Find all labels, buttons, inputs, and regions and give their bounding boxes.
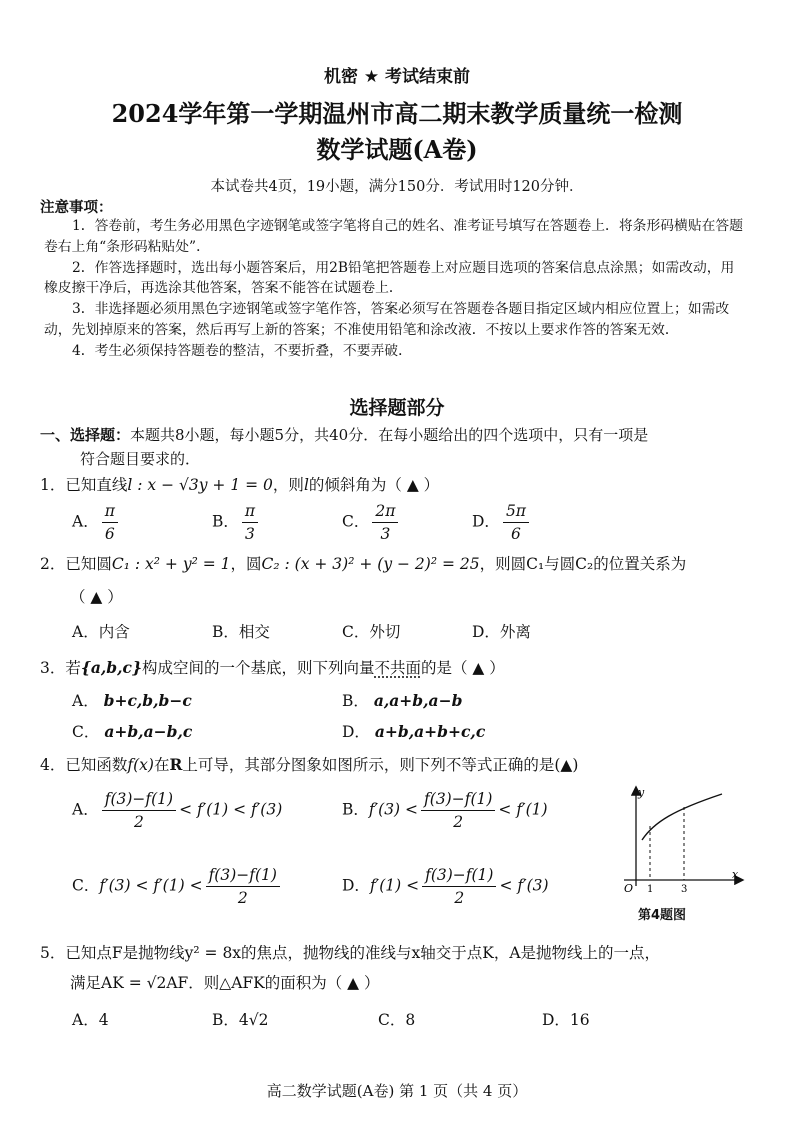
q3-text-pre: 若 bbox=[65, 659, 81, 677]
q1-option-a bbox=[72, 500, 121, 545]
q4-function: f(x) bbox=[127, 756, 154, 774]
q5-text-line1: 已知点F是抛物线y² = 8x的焦点，抛物线的准线与x轴交于点K，A是抛物线上的一点， bbox=[65, 944, 661, 962]
question-number: 1． bbox=[40, 476, 66, 494]
option-head: f′(3) < f′(1) < bbox=[99, 876, 203, 895]
q1-option-b bbox=[212, 500, 261, 545]
q2-text-post: ，则圆C₁与圆C₂的位置关系为 bbox=[479, 555, 687, 573]
option-label: C． bbox=[342, 512, 370, 531]
q3-option-a bbox=[72, 689, 192, 711]
frac-num: f(3)−f(1) bbox=[206, 864, 280, 887]
q2-text: 已知圆 bbox=[65, 555, 112, 573]
q2-text-mid: ，圆 bbox=[230, 555, 262, 573]
q1-equation: l : x − √3y + 1 = 0 bbox=[127, 476, 273, 494]
q2-option-a: A．内含 bbox=[72, 623, 130, 641]
question-5 bbox=[40, 940, 760, 966]
section-heading: 一、选择题： bbox=[40, 426, 131, 444]
option-label: B． bbox=[342, 692, 369, 710]
exam-subtitle: 数学试题(A卷) bbox=[316, 135, 478, 164]
q1-var: l bbox=[303, 476, 309, 494]
question-number: 5． bbox=[40, 944, 66, 962]
notice-list bbox=[44, 216, 744, 362]
q3-option-d bbox=[342, 720, 485, 742]
frac-den: 2 bbox=[454, 889, 465, 907]
option-label: D． bbox=[342, 723, 370, 741]
option-head: f′(3) < bbox=[368, 800, 419, 819]
q5-option-a: A．4 bbox=[72, 1011, 109, 1029]
frac-den: 6 bbox=[104, 525, 115, 543]
part-title: 选择题部分 bbox=[349, 397, 445, 419]
q1-option-c bbox=[342, 500, 401, 545]
option-label: D． bbox=[472, 512, 500, 531]
origin-label: O bbox=[624, 882, 634, 895]
frac-den: 3 bbox=[380, 525, 391, 543]
q1-text-mid: ，则 bbox=[272, 476, 304, 494]
frac-den: 2 bbox=[133, 813, 144, 831]
q2-circle2: C₂ : (x + 3)² + (y − 2)² = 25 bbox=[261, 555, 480, 573]
q2-option-c: C．外切 bbox=[342, 623, 401, 641]
q4-option-b bbox=[342, 788, 548, 833]
q4-figure bbox=[614, 782, 754, 902]
q4-option-a bbox=[72, 788, 282, 833]
y-axis-label: y bbox=[638, 786, 645, 799]
notice-item: 1．答卷前，考生务必用黑色字迹钢笔或签字笔将自己的姓名、准考证号填写在答题卷上．将条形码横贴在答题卷右上角“条形码粘贴处”． bbox=[44, 218, 744, 255]
q4-text-post: 上可导，其部分图象如图所示，则下列不等式正确的是(▲) bbox=[182, 756, 579, 774]
question-1 bbox=[40, 472, 439, 498]
q3-option-c bbox=[72, 720, 192, 742]
frac-num: 5π bbox=[503, 500, 529, 523]
frac-den: 2 bbox=[453, 813, 464, 831]
q4-text-pre: 已知函数 bbox=[65, 756, 128, 774]
q3-basis-set: {a,b,c} bbox=[80, 658, 142, 677]
q4-option-d bbox=[342, 864, 549, 909]
question-2 bbox=[40, 551, 760, 577]
notice-item: 2．作答选择题时，选出每小题答案后，用2B铅笔把答题卷上对应题目选项的答案信息点涂黑；如需改动，用橡皮擦干净后，再选涂其他答案，答案不能答在试题卷上． bbox=[44, 259, 735, 297]
q5-option-b: B．4√2 bbox=[212, 1011, 269, 1029]
option-label: B． bbox=[212, 512, 239, 531]
q1-text-pre: 已知直线 bbox=[65, 476, 128, 494]
frac-den: 3 bbox=[245, 525, 255, 543]
q3-emphasis: 不共面 bbox=[374, 659, 421, 677]
question-4 bbox=[40, 752, 578, 778]
q2-option-b: B．相交 bbox=[212, 623, 270, 641]
q3-option-b bbox=[342, 689, 462, 711]
notice-heading: 注意事项： bbox=[40, 200, 113, 216]
option-value: a+b,a−b,c bbox=[104, 722, 193, 741]
x-axis-label: x bbox=[732, 868, 739, 881]
section-text: 本题共8小题，每小题5分，共40分．在每小题给出的四个选项中，只有一项是 bbox=[130, 426, 649, 444]
frac-den: 2 bbox=[237, 889, 248, 907]
option-value: a+b,a+b+c,c bbox=[374, 722, 486, 741]
q5-text-line2: 满足AK = √2AF．则△AFK的面积为（ ▲ ） bbox=[70, 974, 380, 992]
frac-den: 6 bbox=[511, 525, 521, 543]
confidential-label: 机密 ★ 考试结束前 bbox=[323, 67, 471, 87]
option-label: A． bbox=[72, 692, 99, 710]
q3-text-post: 的是（ ▲ ） bbox=[420, 659, 505, 677]
exam-info: 本试卷共4页，19小题，满分150分．考试用时120分钟． bbox=[210, 179, 584, 195]
function-curve bbox=[642, 794, 722, 840]
q1-option-d bbox=[472, 500, 532, 545]
q2-answer-blank: （ ▲ ） bbox=[70, 588, 123, 606]
section-instructions bbox=[40, 423, 730, 471]
option-value: a,a+b,a−b bbox=[373, 691, 463, 710]
option-label: B． bbox=[342, 800, 369, 819]
option-label: D． bbox=[342, 876, 370, 895]
q4-option-c bbox=[72, 864, 283, 909]
q2-option-d: D．外离 bbox=[472, 623, 531, 641]
option-value: b+c,b,b−c bbox=[103, 691, 192, 710]
frac-num: f(3)−f(1) bbox=[421, 788, 495, 811]
frac-num: π bbox=[242, 500, 258, 523]
tick-label-3: 3 bbox=[681, 884, 688, 895]
option-label: A． bbox=[72, 512, 99, 531]
option-head: f′(1) < bbox=[369, 876, 420, 895]
q4-text-mid: 在 bbox=[153, 756, 170, 774]
q4-real-set: R bbox=[169, 755, 183, 774]
q5-option-d: D．16 bbox=[542, 1011, 590, 1029]
option-tail: < f′(1) < f′(3) bbox=[179, 800, 283, 819]
page-footer: 高二数学试题(A卷) 第 1 页（共 4 页） bbox=[266, 1082, 528, 1100]
option-tail: < f′(1) bbox=[498, 800, 548, 819]
frac-num: f(3)−f(1) bbox=[422, 864, 496, 887]
option-tail: < f′(3) bbox=[499, 876, 549, 895]
q5-option-c: C．8 bbox=[378, 1011, 416, 1029]
question-3 bbox=[40, 655, 505, 681]
notice-item: 4．考生必须保持答题卷的整洁，不要折叠，不要弄破． bbox=[72, 342, 412, 359]
q3-text-mid: 构成空间的一个基底，则下列向量 bbox=[141, 659, 375, 677]
frac-num: f(3)−f(1) bbox=[102, 788, 176, 811]
q2-circle1: C₁ : x² + y² = 1 bbox=[111, 555, 231, 573]
option-label: C． bbox=[72, 876, 100, 895]
option-label: A． bbox=[72, 800, 99, 819]
frac-num: 2π bbox=[372, 500, 398, 523]
option-label: C． bbox=[72, 723, 100, 741]
question-number: 4． bbox=[40, 756, 66, 774]
notice-item: 3．非选择题必须用黑色字迹钢笔或签字笔作答，答案必须写在答题卷各题目指定区域内相应位置上；如需改动，先划掉原来的答案，然后再写上新的答案；不准使用铅笔和涂改液．不按以上要求作答的答案无效． bbox=[44, 301, 730, 338]
question-number: 2． bbox=[40, 555, 66, 573]
section-text-cont: 符合题目要求的． bbox=[80, 450, 201, 468]
exam-title: 2024学年第一学期温州市高二期末教学质量统一检测 bbox=[111, 99, 683, 128]
tick-label-1: 1 bbox=[647, 884, 654, 895]
q1-text-post: 的倾斜角为（ ▲ ） bbox=[308, 476, 440, 494]
question-number: 3． bbox=[40, 659, 66, 677]
figure-caption: 第4题图 bbox=[638, 908, 687, 923]
frac-num: π bbox=[102, 500, 118, 523]
